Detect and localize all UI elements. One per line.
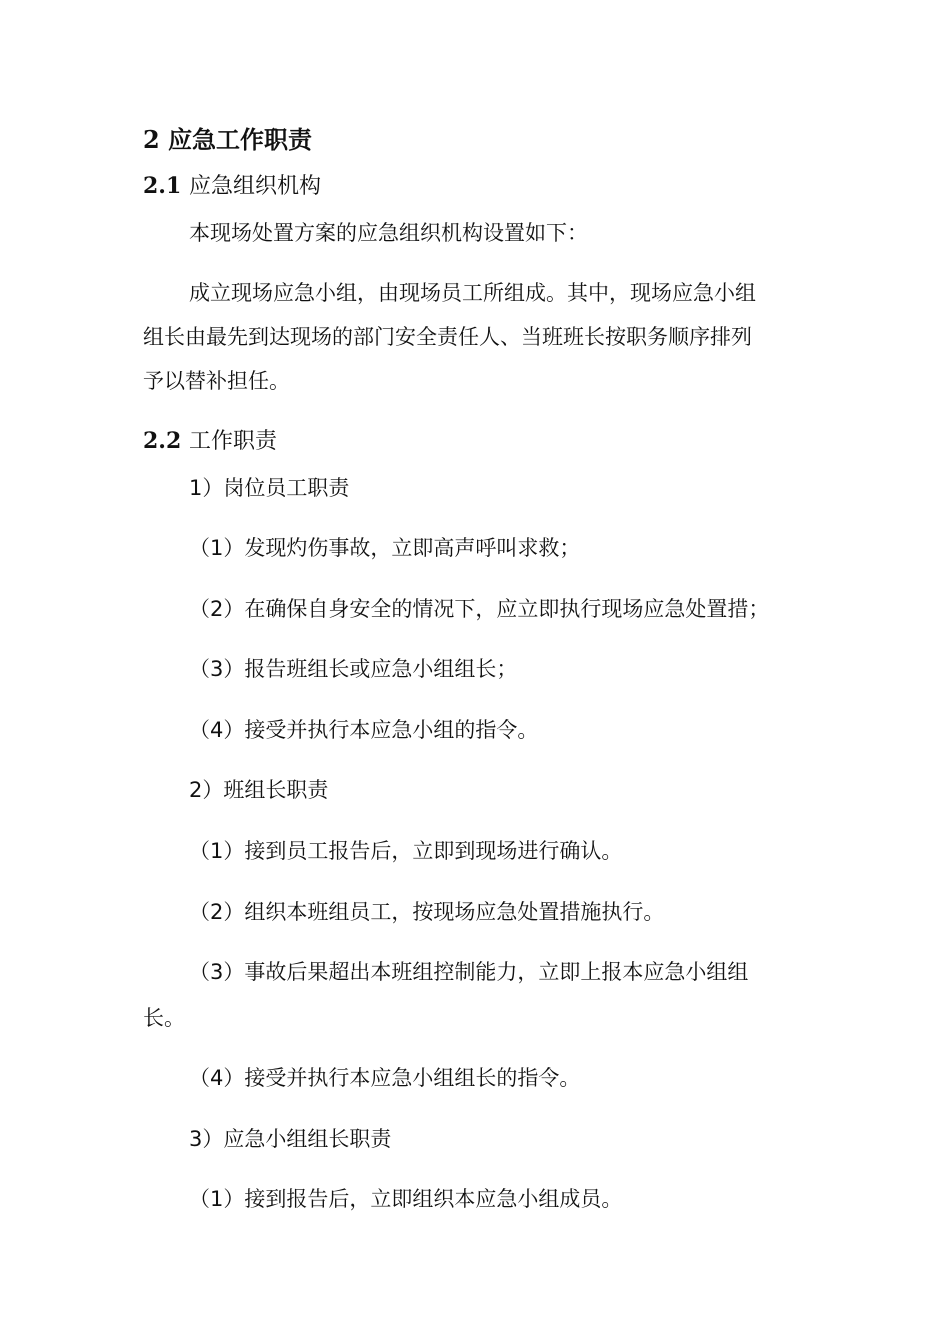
subsection-heading-2-1 bbox=[143, 175, 321, 198]
list-item: （2）在确保自身安全的情况下，应立即执行现场应急处置措； bbox=[189, 597, 770, 621]
role-heading: 3）应急小组组长职责 bbox=[189, 1127, 392, 1151]
list-item: （2）组织本班组员工，按现场应急处置措施执行。 bbox=[189, 900, 665, 924]
list-item: （1）接到员工报告后，立即到现场进行确认。 bbox=[189, 839, 623, 863]
role-heading: 1）岗位员工职责 bbox=[189, 476, 350, 500]
subsection-number: 2.1 bbox=[143, 173, 182, 199]
list-item: （1）接到报告后，立即组织本应急小组成员。 bbox=[189, 1187, 623, 1211]
role-heading: 2）班组长职责 bbox=[189, 778, 329, 802]
list-item: （4）接受并执行本应急小组组长的指令。 bbox=[189, 1066, 581, 1090]
list-item: （1）发现灼伤事故，立即高声呼叫求救； bbox=[189, 536, 581, 560]
list-item: （4）接受并执行本应急小组的指令。 bbox=[189, 718, 539, 742]
list-item: （3）报告班组长或应急小组组长； bbox=[189, 657, 518, 681]
paragraph-line: 组长由最先到达现场的部门安全责任人、当班班长按职务顺序排列 bbox=[143, 325, 752, 349]
list-item: （3）事故后果超出本班组控制能力，立即上报本应急小组组 bbox=[189, 960, 749, 984]
paragraph-line: 予以替补担任。 bbox=[143, 369, 290, 393]
section-title: 应急工作职责 bbox=[168, 126, 313, 154]
subsection-title: 工作职责 bbox=[188, 429, 277, 454]
subsection-title: 应急组织机构 bbox=[188, 174, 321, 199]
intro-paragraph: 本现场处置方案的应急组织机构设置如下： bbox=[189, 221, 588, 245]
paragraph-line: 成立现场应急小组，由现场员工所组成。其中，现场应急小组 bbox=[189, 281, 756, 305]
subsection-heading-2-2 bbox=[143, 430, 277, 453]
section-heading bbox=[143, 125, 313, 154]
subsection-number: 2.2 bbox=[143, 428, 182, 454]
section-number: 2 bbox=[143, 125, 160, 154]
list-item-continuation: 长。 bbox=[143, 1006, 185, 1030]
